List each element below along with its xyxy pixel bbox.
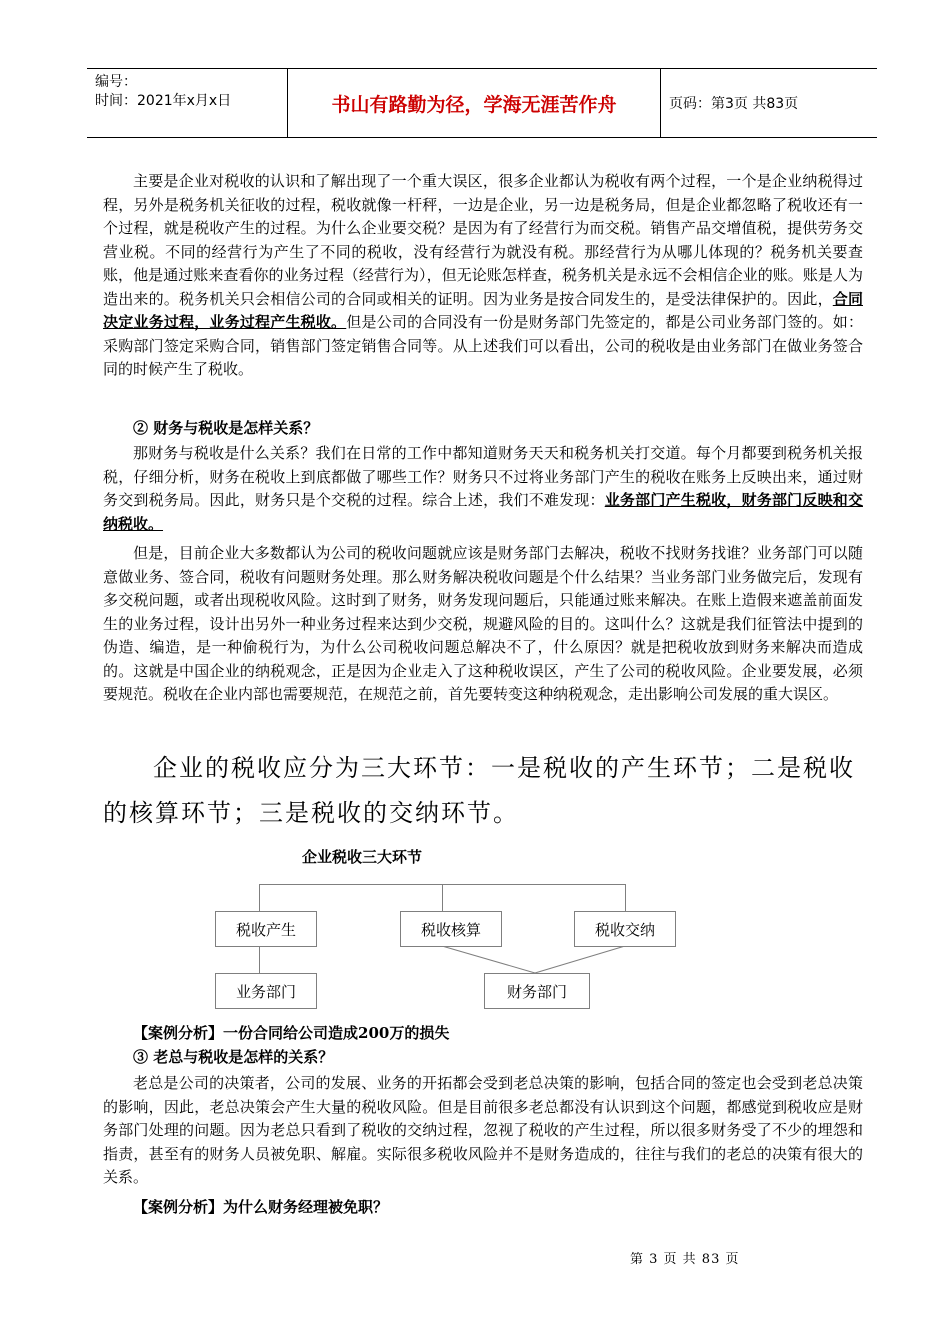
diagram-title: 企业税收三大环节 <box>302 848 423 866</box>
case-analysis-2: 【案例分析】为什么财务经理被免职？ <box>133 1198 389 1216</box>
box-tax-payment: 税收交纳 <box>574 911 676 947</box>
paragraph-boss-relation: 老总是公司的决策者，公司的发展、业务的开拓都会受到老总决策的影响，包括合同的签定也会受到老总决策的影响，因此，老总决策会产生大量的税收风险。但是目前很多老总都没有认识到这个问题，都感觉到税收应是财务部门处理的问题。因为老总只看到了税收的交纳过程，忽视了税收的产生过程，所以很多财务受了不少的埋怨和指责，甚至有的财务人员被免职、解雇。实际很多税收风险并不是财务造成的，往往与我们的老总的决策有很大的关系。 <box>103 1074 863 1186</box>
number-label: 编号： <box>95 74 137 90</box>
emphasis-text: 业务部门产生税收，财务部门反映和交纳税收。 <box>103 491 863 533</box>
header-motto: 书山有路勤为径，学海无涯苦作舟 <box>331 93 617 116</box>
paragraph-text: 主要是企业对税收的认识和了解出现了一个重大误区，很多企业都认为税收有两个过程，一个是企业纳税得过程，另外是税务机关征收的过程，税收就像一杆秤，一边是企业，另一边是税务局，但是企业都忽略了税收还有一个过程，就是税收产生的过程。为什么企业要交税？是因为有了经营行为而交税。销售产品交增值税，提供劳务交营业税。不同的经营行为产生了不同的税收，没有经营行为就没有税。那经营行为从哪儿体现的？税务机关要查账，他是通过账来查看你的业务过程（经营行为），但无论账怎样查，税务机关是永远不会相信企业的账。账是人为造出来的。税务机关只会相信公司的合同或相关的证明。因为业务是按合同发生的，是受法律保护的。因此， <box>103 172 863 308</box>
box-tax-accounting: 税收核算 <box>400 911 502 947</box>
paragraph-text: 但是公司的合同没有一份是财务部门先签定的，都是公司业务部门签的。如：采购部门签定采购合同，销售部门签定销售合同等。从上述我们可以看出，公司的税收是由业务部门在做业务签合同的时候产生了税收。 <box>103 313 863 378</box>
page-number-label: 页码：第3页 共83页 <box>669 96 799 112</box>
paragraph-finance-problem: 但是，目前企业大多数都认为公司的税收问题就应该是财务部门去解决，税收不找财务找谁？业务部门可以随意做业务、签合同，税收有问题财务处理。那么财务解决税收问题是个什么结果？当业务部门业务做完后，发现有多交税问题，或者出现税收风险。这时到了财务，财务发现问题后，只能通过账来解决。在账上造假来遮盖前面发生的业务过程，设计出另外一种业务过程来达到少交税，规避风险的目的。这叫什么？这就是我们征管法中提到的伪造、编造，是一种偷税行为，为什么公司税收问题总解决不了，什么原因？就是把税收放到财务来解决而造成的。这就是中国企业的纳税观念，正是因为企业走入了这种税收误区，产生了公司的税收风险。企业要发展，必须要规范。税收在企业内部也需要规范，在规范之前，首先要转变这种纳税观念，走出影响公司发展的重大误区。 <box>103 544 863 703</box>
connector-line <box>442 946 535 973</box>
box-finance-dept: 财务部门 <box>484 973 590 1009</box>
connector-line <box>535 946 625 973</box>
time-label: 时间：2021年x月x日 <box>95 93 232 109</box>
page-footer: 第 3 页 共 83 页 <box>630 1252 740 1267</box>
paragraph-text: 那财务与税收是什么关系？我们在日常的工作中都知道财务天天和税务机关打交道。每个月都要到税务机关报税，仔细分析，财务在税收上到底都做了哪些工作？财务只不过将业务部门产生的税收在账务上反映出来，通过财务交到税务局。因此，财务只是个交税的过程。综合上述，我们不难发现： <box>103 444 863 509</box>
section-heading-boss: ③ 老总与税收是怎样的关系？ <box>133 1048 334 1066</box>
section-heading-finance: ② 财务与税收是怎样关系？ <box>133 419 319 437</box>
case-analysis-1: 【案例分析】一份合同给公司造成200万的损失 <box>133 1024 450 1042</box>
box-tax-generation: 税收产生 <box>215 911 317 947</box>
box-business-dept: 业务部门 <box>215 973 317 1009</box>
emphasis-text: 合同决定业务过程，业务过程产生税收。 <box>103 289 863 331</box>
three-stages-statement: 企业的税收应分为三大环节：一是税收的产生环节；二是税收的核算环节；三是税收的交纳环节。 <box>103 754 855 827</box>
